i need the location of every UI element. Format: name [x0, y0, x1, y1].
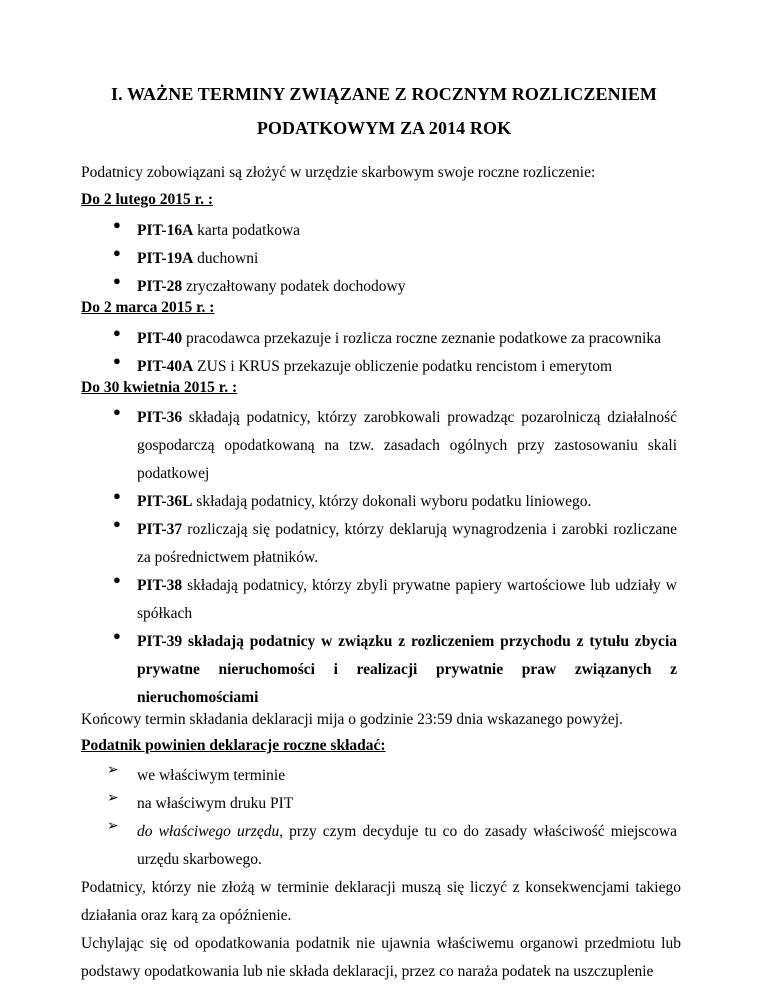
- bullet-icon: ●: [113, 628, 121, 643]
- pit-description: składają podatnicy, którzy zbyli prywatne papiery wartościowe lub udziały w spółkach: [137, 577, 677, 622]
- bullet-icon: ●: [113, 325, 121, 340]
- bullet-icon: ●: [113, 353, 121, 368]
- requirement-text: we właściwym terminie: [137, 767, 286, 784]
- pit-code: PIT-16A: [137, 222, 194, 239]
- bullet-icon: ●: [113, 245, 121, 260]
- bullet-icon: ●: [113, 516, 121, 531]
- requirement-italic: do właściwego urzędu: [137, 823, 280, 840]
- bullet-icon: ●: [113, 404, 121, 419]
- deadline-note: Końcowy termin składania deklaracji mija o godzinie 23:59 dnia wskazanego powyżej.: [81, 711, 623, 728]
- pit-code: PIT-40: [137, 330, 183, 347]
- should-heading: Podatnik powinien deklaracje roczne składać:: [81, 737, 386, 754]
- section-heading-mar: Do 2 marca 2015 r. :: [81, 299, 215, 316]
- requirement-text: na właściwym druku PIT: [137, 795, 294, 812]
- bullet-icon: ●: [113, 572, 121, 587]
- document-title-line-1: I. WAŻNE TERMINY ZWIĄZANE Z ROCZNYM ROZLICZENIEM: [110, 84, 658, 104]
- bullet-icon: ●: [113, 488, 121, 503]
- pit-code: PIT-38: [137, 577, 183, 594]
- pit-description: ZUS i KRUS przekazuje obliczenie podatku rencistom i emerytom: [193, 358, 613, 375]
- document-title-line-2: PODATKOWYM ZA 2014 ROK: [256, 118, 512, 138]
- bullet-icon: ●: [113, 273, 121, 288]
- pit-code: PIT-36: [137, 409, 183, 426]
- intro-text: Podatnicy zobowiązani są złożyć w urzędzie skarbowym swoje roczne rozliczenie:: [81, 164, 596, 181]
- arrow-bullet-icon: ➢: [107, 763, 119, 778]
- requirement-text: , przy czym decyduje tu co do zasady właściwość miejscowa urzędu skarbowego.: [137, 823, 677, 868]
- bullet-icon: ●: [113, 217, 121, 232]
- pit-description: zryczałtowany podatek dochodowy: [182, 278, 406, 295]
- pit-code: PIT-37: [137, 521, 183, 538]
- pit-description: składają podatnicy, którzy zarobkowali prowadząc pozarolniczą działalność gospodarczą opodatkowaną na tzw. zasadach ogólnych przy zastosowaniu skali podatkowej: [137, 409, 677, 482]
- section-heading-feb: Do 2 lutego 2015 r. :: [81, 191, 214, 208]
- paragraph-evasion: Uchylając się od opodatkowania podatnik nie ujawnia właściwemu organowi przedmiotu lub podstawy opodatkowania lub nie składa deklaracji, przez co naraża podatek na uszczuplenie: [81, 935, 681, 980]
- pit-description: pracodawca przekazuje i rozlicza roczne zeznanie podatkowe za pracownika: [182, 330, 661, 347]
- pit-description: duchowni: [193, 250, 259, 267]
- arrow-bullet-icon: ➢: [107, 819, 119, 834]
- pit-code: PIT-40A: [137, 358, 194, 375]
- pit-code: PIT-36L: [137, 493, 193, 510]
- pit-description: składają podatnicy, którzy dokonali wyboru podatku liniowego.: [192, 493, 592, 510]
- pit-description: karta podatkowa: [193, 222, 301, 239]
- arrow-bullet-icon: ➢: [107, 791, 119, 806]
- paragraph-penalty: Podatnicy, którzy nie złożą w terminie deklaracji muszą się liczyć z konsekwencjami takiego działania oraz karą za opóźnienie.: [81, 879, 681, 924]
- pit-code: PIT-19A: [137, 250, 194, 267]
- pit-description: składają podatnicy w związku z rozliczeniem przychodu z tytułu zbycia prywatne nieruchomości i realizacji prywatnie praw związanych z nieruchomościami: [137, 633, 677, 706]
- section-heading-apr: Do 30 kwietnia 2015 r. :: [81, 379, 238, 396]
- pit-description: rozliczają się podatnicy, którzy deklarują wynagrodzenia i zarobki rozliczane za pośrednictwem płatników.: [137, 521, 677, 566]
- pit-code: PIT-39: [137, 633, 183, 650]
- pit-code: PIT-28: [137, 278, 183, 295]
